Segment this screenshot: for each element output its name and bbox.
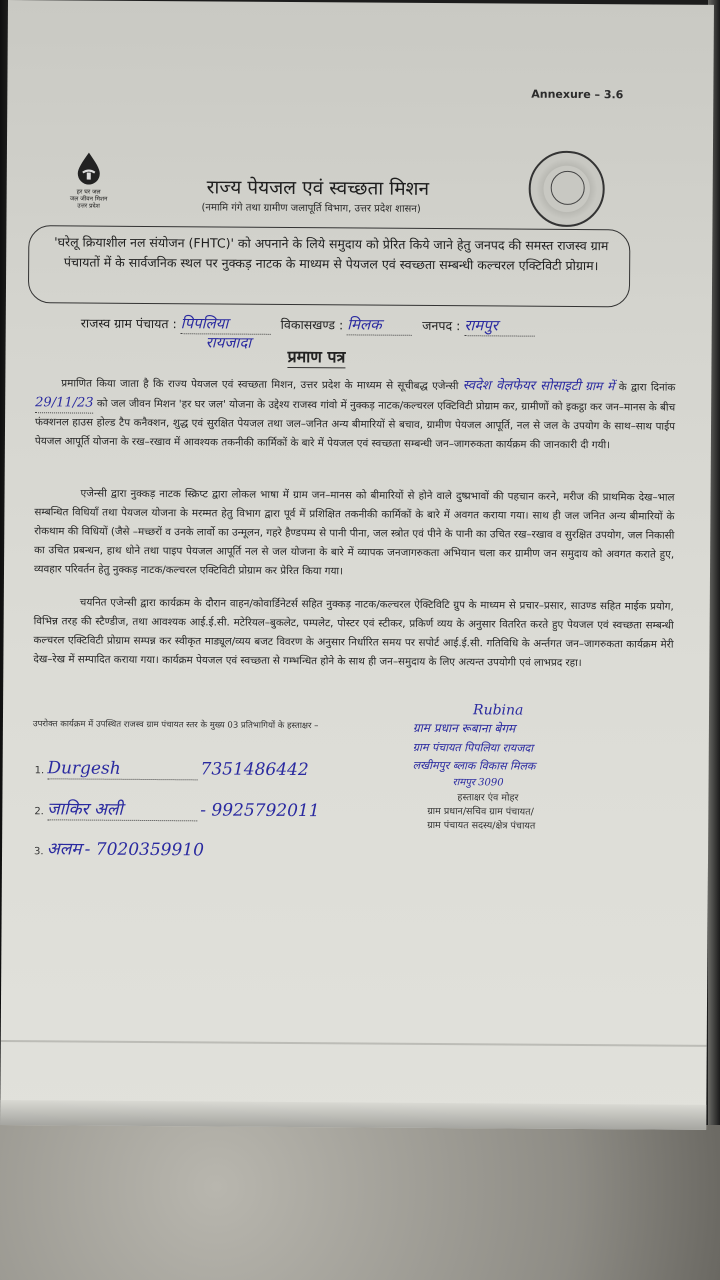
signatory-row-2 bbox=[34, 796, 319, 822]
gram-panchayat-label: राजस्व ग्राम पंचायत : bbox=[80, 315, 177, 332]
signatory-phone: 7351486442 bbox=[200, 759, 309, 781]
para1-text-b: के द्वारा दिनांक bbox=[618, 381, 676, 394]
signatory-signature: अलम bbox=[46, 839, 82, 860]
logo-line-3: उत्तर प्रदेश bbox=[77, 202, 100, 210]
pradhan-signature: Rubina bbox=[472, 702, 524, 719]
signature-labels bbox=[427, 791, 535, 834]
signatory-number: 2. bbox=[34, 806, 44, 818]
gram-panchayat-value: पिपलिया bbox=[181, 313, 271, 335]
para1-text-c: को जल जीवन मिशन 'हर घर जल' योजना के उद्देश्य राजस्व गांवो में नुक्कड़ नाटक/कल्चरल एक्टिविटी प्रोग्राम कर, ग्रामीणों को इकट्ठा कर जन–मानस के बीच फंक्शनल हाउस होल्ड टैप कनैक्शन, शुद्ध एवं सुरक्षित पेयजल तथा जल–जनित अन्य बीमारियों से बचाव, ग्रामीण पेयजल आपूर्ति, नल से जल के उपयोग के साथ–साथ पाईप पेयजल आपूर्ति योजना के रख–रखाव में आवश्यक तकनीकी कार्मिकों के बारे में पेयजल एवं स्वच्छता सम्बन्धी जन–जागरुकता कार्यक्रम की जानकारी दी गयी। bbox=[34, 397, 676, 452]
signatory-number: 1. bbox=[34, 765, 45, 777]
logo-line-1: हर घर जल bbox=[76, 188, 101, 196]
seal-emblem-icon bbox=[551, 171, 585, 205]
sig-label-1: हस्ताक्षर एंव मोहर bbox=[457, 792, 519, 804]
certificate-title: प्रमाण पत्र bbox=[287, 346, 346, 367]
carpet-background bbox=[0, 1125, 720, 1280]
district-value: रामपुर bbox=[464, 315, 534, 336]
block-value: मिलक bbox=[347, 314, 412, 335]
location-fields bbox=[81, 313, 535, 337]
signatory-number: 3. bbox=[34, 846, 44, 858]
para1-text-a: प्रमाणित किया जाता है कि राज्य पेयजल एवं स्वच्छता मिशन, उत्तर प्रदेश के माध्यम से सूचीबद्ध एजेन्सी bbox=[61, 377, 459, 393]
para3-text: चयनित एजेन्सी द्वारा कार्यक्रम के दौरान वाहन/कोवार्डिनेटर्स सहित नुक्कड़ नाटक/कल्चरल ऐक्टिविटि ग्रुप के माध्यम से प्रचार–प्रसार, साउण्ड सहित माईक प्रयोग, विभिन्न तरह की स्टैण्डीज, तथा आवश्यक आई.ई.सी. मटेरियल–बुकलेट, पम्पलेट, पोस्टर एवं स्टीकर, प्रकिर्ण व्यय के अनुसार वितरित करते हुए पेयजल एवं स्वच्छता सम्बन्धी कल्चरल एक्टिविटी प्रोग्राम सम्पन्न कर स्वीकृत माड्यूल/व्यय बजट विवरण के अनुसार निर्धारित समय पर सपोर्ट आई.ई.सी. गतिविधि के अर्न्तगत जन–जागरुकता कार्यक्रम मेरी देख–रेख में सम्पादित कराया गया। कार्यक्रम पेयजल एवं स्वच्छता से गम्भन्धित होने के साथ ही जन–समुदाय के लिए अत्यन्त उपयोगी एवं लाभप्रद रहा। bbox=[33, 596, 674, 670]
sig-label-2: ग्राम प्रधान/सचिव ग्राम पंचायत/ bbox=[427, 805, 534, 818]
har-ghar-jal-logo bbox=[58, 150, 118, 220]
program-date-handwritten: 29/11/23 bbox=[35, 393, 94, 413]
stamp-line-4: रामपुर 3090 bbox=[452, 777, 504, 789]
para2-text: एजेन्सी द्वारा नुक्कड़ नाटक स्क्रिप्ट द्वारा लोकल भाषा में ग्राम जन–मानस को बीमारियों से होने वाले दुष्प्रभावों की पहचान करने, मरीज की प्राथमिक देख–भाल सम्बन्धित विधियाँ तथा पेयजल योजना के मरम्मत हेतु विभाग द्वारा पूर्व में प्रशिक्षित तकनीकी कार्मिकों के बारे में अवगत कराया गया। साथ ही जल जनित अन्य बीमारियों के रोकथाम की विधियों (जैसे –मच्छरों व उनके लार्वो का उन्मूलन, गहरे हैण्डपम्प से पानी पीना, जल स्त्रोत एवं पीने के पानी का उचित रख–रखाव व सुरक्षित उपयोग, जल निकासी का उचित प्रबन्धन, हाथ धोने तथा पाइप पेयजल आपूर्ति नल से जल योजना के बारे में व्यापक जनजागरुकता अभियान चला कर ग्रामीण जन समुदाय को अवगत कराते हुए, व्यवहार परिवर्तन हेतु नुक्कड़ नाटक/कल्चरल एक्टिविटी प्रोग्राम कर प्रेरित किया गया। bbox=[33, 487, 675, 578]
certificate-paragraph-2 bbox=[34, 484, 675, 583]
program-description: 'घरेलू क्रियाशील नल संयोजन (FHTC)' को अपनाने के लिये समुदाय को प्रेरित किये जाने हेतु जनपद की समस्त राजस्व ग्राम पंचायतों में के सार्वजनिक स्थल पर नुक्कड़ नाटक के माध्यम से पेयजल एवं स्वच्छता सम्बन्धी कल्चरल एक्टिविटी प्रोग्राम। bbox=[54, 234, 609, 274]
stamp-line-3: लखीमपुर ब्लाक विकास मिलक bbox=[412, 758, 536, 773]
stamp-line-2: ग्राम पंचायत पिपलिया रायजदा bbox=[412, 740, 534, 755]
pradhan-stamp bbox=[412, 703, 613, 792]
signatory-row-3 bbox=[34, 836, 204, 860]
certificate-paragraph-3 bbox=[33, 593, 674, 673]
paper-crease bbox=[1, 1040, 707, 1047]
gram-panchayat-value-2: रायजादा bbox=[205, 333, 252, 352]
signatory-row-1 bbox=[35, 758, 309, 781]
signatory-phone: - 7020359910 bbox=[84, 839, 205, 861]
signatory-phone: - 9925792011 bbox=[200, 800, 320, 822]
page-title: राज्य पेयजल एवं स्वच्छता मिशन bbox=[206, 176, 430, 200]
paper-fold-shadow bbox=[0, 1100, 706, 1130]
up-government-seal bbox=[528, 151, 605, 228]
logo-line-2: जल जीवन मिशन bbox=[69, 195, 108, 203]
page-subtitle: (नमामि गंगे तथा ग्रामीण जलापूर्ति विभाग, उत्तर प्रदेश शासन) bbox=[201, 202, 421, 215]
agency-name-handwritten: स्वदेश वेलफेयर सोसाइटी bbox=[462, 378, 581, 395]
signatory-signature: जाकिर अली bbox=[47, 796, 197, 821]
block-label: विकासखण्ड : bbox=[280, 316, 344, 333]
annexure-label: Annexure – 3.6 bbox=[531, 87, 624, 102]
stamp-line-1: ग्राम प्रधान रूबाना बेगम bbox=[412, 720, 516, 736]
village-handwritten: ग्राम में bbox=[585, 379, 615, 394]
signatories-intro: उपरोक्त कार्यक्रम में उपस्थित राजस्व ग्राम पंचायत स्तर के मुख्य 03 प्रतिभागियों के हस्ताक्षर – bbox=[32, 719, 319, 732]
signatory-signature: Durgesh bbox=[47, 758, 197, 780]
water-drop-icon bbox=[74, 150, 104, 184]
certificate-paragraph-1 bbox=[35, 373, 676, 455]
district-label: जनपद : bbox=[422, 317, 461, 334]
sig-label-3: ग्राम पंचायत सदस्य/क्षेत्र पंचायत bbox=[427, 819, 536, 832]
